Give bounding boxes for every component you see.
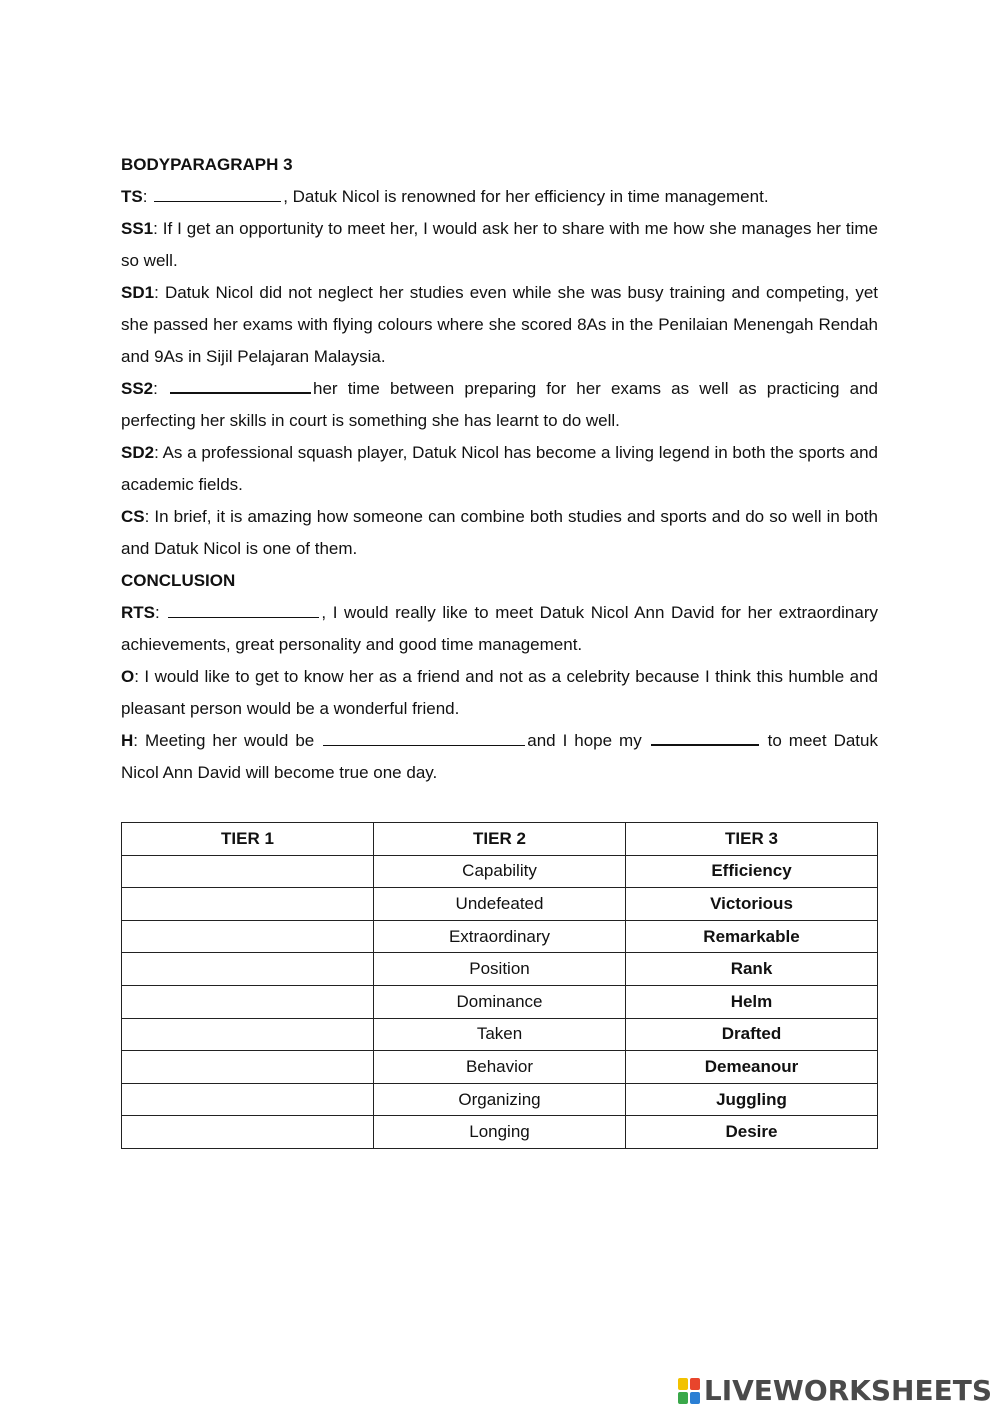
ss2-label: SS2 xyxy=(121,379,154,398)
ss2-line: SS2: her time between preparing for her exams as well as practicing and perfecting her skills in court is something she has learnt to do well. xyxy=(121,373,878,437)
rts-text: , I would really like to meet Datuk Nicol Ann David for her extraordinary achievements, great personality and good time management. xyxy=(121,603,878,654)
tier1-cell[interactable] xyxy=(122,1051,374,1084)
sd2-line xyxy=(121,437,878,501)
sd2-text: : As a professional squash player, Datuk Nicol has become a living legend in both the sports and academic fields. xyxy=(121,443,878,494)
tier-vocabulary-table xyxy=(121,822,878,1149)
table-row xyxy=(122,1051,878,1084)
cs-label: CS xyxy=(121,507,145,526)
tier2-cell: Organizing xyxy=(374,1083,626,1116)
logo-square xyxy=(690,1392,700,1404)
h-text-2: and I hope my xyxy=(527,731,649,750)
table-row xyxy=(122,953,878,986)
ts-blank[interactable] xyxy=(154,183,281,202)
o-label: O xyxy=(121,667,135,686)
table-header-row xyxy=(122,823,878,856)
table-row xyxy=(122,1116,878,1149)
tier3-cell: Efficiency xyxy=(626,855,878,888)
ts-line: TS: , Datuk Nicol is renowned for her efficiency in time management. xyxy=(121,181,878,213)
tier2-cell: Taken xyxy=(374,1018,626,1051)
ss1-text: : If I get an opportunity to meet her, I would ask her to share with me how she manages her time so well. xyxy=(121,219,878,270)
tier1-cell[interactable] xyxy=(122,855,374,888)
h-text-3: to meet Datuk Nicol Ann David will become true one day. xyxy=(121,731,878,782)
tier1-header: TIER 1 xyxy=(122,823,374,856)
tier3-cell: Rank xyxy=(626,953,878,986)
tier1-cell[interactable] xyxy=(122,888,374,921)
tier1-cell[interactable] xyxy=(122,1116,374,1149)
table-row xyxy=(122,855,878,888)
tier3-cell: Remarkable xyxy=(626,920,878,953)
tier2-cell: Extraordinary xyxy=(374,920,626,953)
worksheet-content xyxy=(121,149,878,789)
table-row xyxy=(122,1018,878,1051)
rts-line: RTS: , I would really like to meet Datuk Nicol Ann David for her extraordinary achievements, great personality and good time management. xyxy=(121,597,878,661)
tier2-cell: Longing xyxy=(374,1116,626,1149)
cs-line xyxy=(121,501,878,565)
tier1-cell[interactable] xyxy=(122,1018,374,1051)
ss1-label: SS1 xyxy=(121,219,154,238)
tier2-header: TIER 2 xyxy=(374,823,626,856)
logo-text: LIVEWORKSHEETS xyxy=(703,1374,992,1407)
tier2-cell: Undefeated xyxy=(374,888,626,921)
logo-square xyxy=(678,1392,688,1404)
h-label: H xyxy=(121,731,134,750)
tier2-cell: Capability xyxy=(374,855,626,888)
tier3-cell: Victorious xyxy=(626,888,878,921)
tier2-cell: Dominance xyxy=(374,985,626,1018)
sd2-label: SD2 xyxy=(121,443,155,462)
h-line xyxy=(121,725,878,789)
table-row xyxy=(122,888,878,921)
logo-square xyxy=(690,1378,700,1390)
tier3-cell: Helm xyxy=(626,985,878,1018)
ss1-line xyxy=(121,213,878,277)
tier3-cell: Juggling xyxy=(626,1083,878,1116)
tier3-cell: Desire xyxy=(626,1116,878,1149)
table-row xyxy=(122,985,878,1018)
ts-label: TS xyxy=(121,187,143,206)
logo-square xyxy=(678,1378,688,1390)
tier2-cell: Position xyxy=(374,953,626,986)
table-row xyxy=(122,920,878,953)
o-text: : I would like to get to know her as a friend and not as a celebrity because I think this humble and pleasant person would be a wonderful friend. xyxy=(121,667,878,718)
h-blank-1[interactable] xyxy=(323,727,525,746)
tier1-cell[interactable] xyxy=(122,920,374,953)
sd1-text: : Datuk Nicol did not neglect her studies even while she was busy training and competing, yet she passed her exams with flying colours where she scored 8As in the Penilaian Menengah Rendah and 9As in Sijil Pelajaran Malaysia. xyxy=(121,283,878,366)
ts-text: , Datuk Nicol is renowned for her efficiency in time management. xyxy=(283,187,769,206)
tier1-cell[interactable] xyxy=(122,985,374,1018)
rts-blank[interactable] xyxy=(168,599,319,618)
body-paragraph-3-heading: BODYPARAGRAPH 3 xyxy=(121,155,293,174)
sd1-label: SD1 xyxy=(121,283,155,302)
sd1-line xyxy=(121,277,878,373)
ss2-text: her time between preparing for her exams as well as practicing and perfecting her skills in court is something she has learnt to do well. xyxy=(121,379,878,430)
rts-label: RTS xyxy=(121,603,155,622)
table-row xyxy=(122,1083,878,1116)
tier1-cell[interactable] xyxy=(122,953,374,986)
cs-text: : In brief, it is amazing how someone can combine both studies and sports and do so well in both and Datuk Nicol is one of them. xyxy=(121,507,878,558)
ss2-blank[interactable] xyxy=(170,374,311,394)
tier1-cell[interactable] xyxy=(122,1083,374,1116)
o-line xyxy=(121,661,878,725)
conclusion-heading: CONCLUSION xyxy=(121,571,236,590)
liveworksheets-logo[interactable] xyxy=(678,1374,992,1407)
h-blank-2[interactable] xyxy=(651,726,759,746)
liveworksheets-logo-icon xyxy=(678,1378,700,1404)
tier2-cell: Behavior xyxy=(374,1051,626,1084)
tier3-header: TIER 3 xyxy=(626,823,878,856)
tier3-cell: Demeanour xyxy=(626,1051,878,1084)
h-text-1: : Meeting her would be xyxy=(133,731,322,750)
tier3-cell: Drafted xyxy=(626,1018,878,1051)
